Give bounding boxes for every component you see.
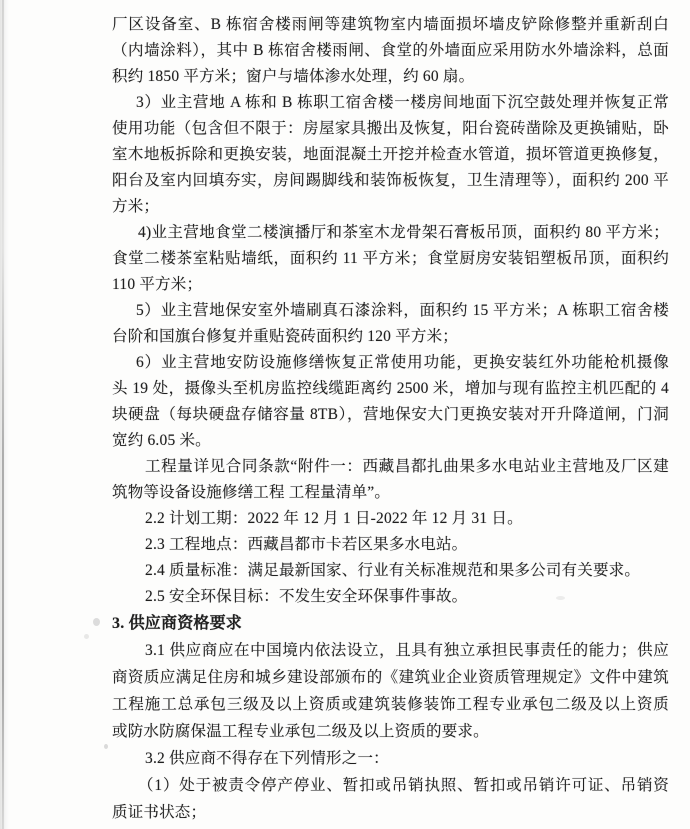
text-line-quality-standard: 2.4 质量标准：满足最新国家、行业有关标准规范和果多公司有关要求。 <box>145 562 641 579</box>
text-line: 台阶和国旗台修复并重贴瓷砖面积约 120 平方米； <box>112 328 459 345</box>
scan-speckle <box>84 634 89 639</box>
text-line: （内墙涂料），其中 B 栋宿舍楼雨闸、食堂的外墙面应采用防水外墙涂料，总面 <box>112 42 669 59</box>
text-line-planned-duration: 2.2 计划工期：2022 年 12 月 1 日-2022 年 12 月 31 日。 <box>145 510 523 527</box>
text-line-item-5: 5）业主营地保安室外墙刷真石漆涂料，面积约 15 平方米；A 栋职工宿舍楼 <box>136 302 669 319</box>
text-line: 方米； <box>112 198 160 215</box>
text-line: 宽约 6.05 米。 <box>112 432 211 449</box>
scan-speckle <box>93 618 100 626</box>
section-heading: 3. 供应商资格要求 <box>112 615 243 632</box>
text-line-project-location: 2.3 工程地点：西藏昌都市卡若区果多水电站。 <box>145 536 468 553</box>
text-line: 阳台及室内回填夯实，房间踢脚线和装饰板恢复，卫生清理等），面积约 200 平 <box>112 172 669 189</box>
text-line-clause-3-2: 3.2 供应商不得存在下列情形之一： <box>145 750 389 767</box>
text-line: 食堂二楼茶室粘贴墙纸，面积约 11 平方米；食堂厨房安装铝塑板吊顶，面积约 <box>112 250 669 267</box>
text-line-subitem-1: （1）处于被责令停产停业、暂扣或吊销执照、暂扣或吊销许可证、吊销资 <box>138 777 669 794</box>
text-line: 质证书状态； <box>112 804 207 821</box>
text-line: 或防水防腐保温工程专业承包二级及以上资质的要求。 <box>112 723 489 740</box>
text-line-item-6: 6）业主营地安防设施修缮恢复正常使用功能，更换安装红外功能枪机摄像 <box>136 354 669 371</box>
supplier-qualification-section <box>112 610 669 826</box>
text-line: 使用功能（包含但不限于：房屋家具搬出及恢复，阳台瓷砖凿除及更换铺贴，卧 <box>112 120 669 137</box>
text-line-safety-target: 2.5 安全环保目标：不发生安全环保事件事故。 <box>145 588 468 605</box>
text-line-clause-3-1: 3.1 供应商应在中国境内依法设立，且具有独立承担民事责任的能力；供应 <box>145 642 669 659</box>
text-line: 头 19 处，摄像头至机房监控线缆距离约 2500 米，增加与现有监控主机匹配的 4 <box>112 380 669 397</box>
text-line-item-4: 4)业主营地食堂二楼演播厅和茶室木龙骨架石膏板吊顶，面积约 80 平方米； <box>138 224 669 241</box>
text-line: 室木地板拆除和更换安装，地面混凝土开挖并检查水管道，损坏管道更换修复， <box>112 146 669 163</box>
text-line: 积约 1850 平方米；窗户与墙体渗水处理，约 60 扇。 <box>112 68 475 85</box>
text-line-bill-of-quantities: 工程量详见合同条款“附件一：西藏昌都扎曲果多水电站业主营地及厂区建 <box>145 458 669 475</box>
text-line: 厂区设备室、B 栋宿舍楼雨闸等建筑物室内墙面损坏墙皮铲除修整并重新刮白 <box>112 16 669 33</box>
text-line: 商资质应满足住房和城乡建设部颁布的《建筑业企业资质管理规定》文件中建筑 <box>112 669 669 686</box>
text-line: 筑物等设备设施修缮工程 工程量清单”。 <box>112 484 391 501</box>
scan-speckle <box>104 744 108 749</box>
text-line: 工程施工总承包三级及以上资质或建筑装修装饰工程专业承包二级及以上资质 <box>112 696 669 713</box>
text-line: 块硬盘（每块硬盘存储容量 8TB），营地保安大门更换安装对开升降道闸，门洞 <box>112 406 669 423</box>
scan-edge-line <box>2 0 4 829</box>
text-line-item-3: 3）业主营地 A 栋和 B 栋职工宿舍楼一楼房间地面下沉空鼓处理并恢复正常 <box>136 94 669 111</box>
scope-of-work-section <box>112 12 669 610</box>
text-line: 110 平方米； <box>112 276 203 293</box>
